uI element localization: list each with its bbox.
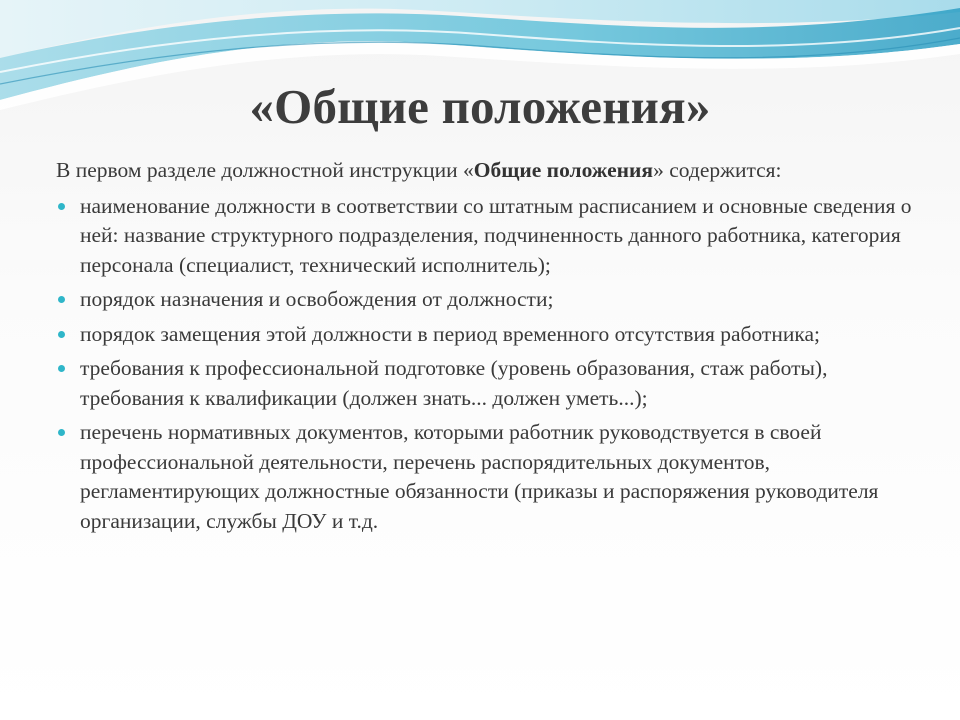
- intro-prefix: В первом разделе должностной инструкции «: [56, 158, 474, 182]
- list-item: [56, 320, 916, 350]
- list-item-text: порядок назначения и освобождения от должности;: [80, 287, 554, 311]
- list-item-text: перечень нормативных документов, которыми работник руководствуется в своей профессиональной деятельности, перечень распорядительных документов, регламентирующих должностные обязанности (приказы и распоряжения руководителя организации, службы ДОУ и т.д.: [80, 420, 879, 533]
- bullet-dot-icon: [58, 429, 65, 436]
- intro-bold-term: Общие положения: [473, 158, 654, 182]
- list-item: [56, 192, 916, 281]
- list-item-text: требования к профессиональной подготовке (уровень образования, стаж работы), требования к квалификации (должен знать... должен уметь...);: [80, 356, 828, 410]
- list-item-text: порядок замещения этой должности в период временного отсутствия работника;: [80, 321, 820, 346]
- list-item: [56, 418, 916, 536]
- list-item-text: наименование должности в соответствии со штатным расписанием и основные сведения о ней: название структурного подразделения, подчиненность данного работника, категория персонала (специалист, технический исполнитель);: [80, 193, 912, 277]
- slide-title: «Общие положения»: [249, 79, 711, 134]
- bullet-list: [56, 192, 916, 537]
- bullet-dot-icon: [58, 296, 65, 303]
- list-item: [56, 354, 916, 413]
- list-item: [56, 285, 916, 315]
- bullet-dot-icon: [58, 331, 65, 338]
- intro-suffix: » содержится:: [653, 158, 782, 182]
- intro-paragraph: [56, 156, 916, 186]
- bullet-dot-icon: [58, 365, 65, 372]
- slide-body: [56, 156, 916, 541]
- bullet-dot-icon: [58, 203, 65, 210]
